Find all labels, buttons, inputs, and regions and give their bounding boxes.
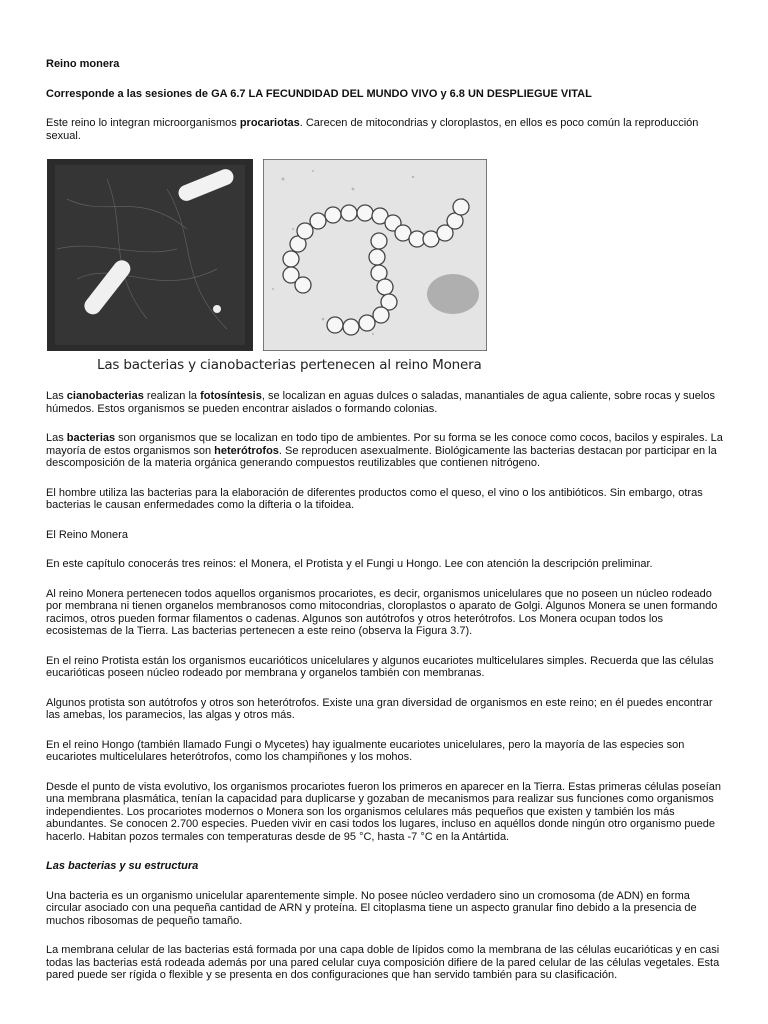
paragraph: Una bacteria es un organismo unicelular aparentemente simple. No posee núcleo verdadero sino un cromosoma (de ADN) en forma circular asociado con una pequeña cantidad de ARN y proteína. El citoplasma tiene un aspecto granular fino debido a la presencia de muchos ribosomas de pequeño tamaño. <box>46 889 697 927</box>
paragraph: En el reino Hongo (también llamado Fungi o Mycetes) hay igualmente eucariotes unicelulares, pero la mayoría de las especies son eucariotes multicelulares heterótrofos, como los champiñones y los mohos. <box>46 738 685 763</box>
paragraph: Algunos protista son autótrofos y otros son heterótrofos. Existe una gran diversidad de organismos en este reino; en él puedes encontrar las amebas, los paramecios, las algas y otros más. <box>46 696 713 721</box>
paragraph: La membrana celular de las bacterias está formada por una capa doble de lípidos como la membrana de las células eucarióticas y en casi todas las bacterias está rodeada además por una pared celular cuya composición difiere de la pared celular de las células vegetales. Esta pared puede ser rígida o flexible y se presenta en dos configuraciones que han servido también para su clasificación. <box>46 944 720 981</box>
section-heading: Las bacterias y su estructura <box>46 860 199 872</box>
paragraph: En el reino Protista están los organismos eucarióticos unicelulares y algunos eucariotes multicelulares simples. Recuerda que las células eucarióticas poseen núcleo rodeado por membrana y organelos también con membranas. <box>46 654 714 679</box>
paragraph: En este capítulo conocerás tres reinos: el Monera, el Protista y el Fungi u Hongo. Lee con atención la descripción preliminar. <box>46 558 653 570</box>
section-label-reino-monera: El Reino Monera <box>46 528 128 541</box>
figure-bacteria <box>46 159 726 373</box>
cyanobacteria-chain-photo <box>263 159 487 351</box>
paragraph-cianobacterias: Las cianobacterias realizan la fotosíntesis, se localizan en aguas dulces o saladas, manantiales de agua caliente, sobre rocas y suelos húmedos. Estos organismos se pueden encontrar aislados o formando colonias. <box>46 390 715 415</box>
document-page <box>46 58 726 982</box>
page-title: Reino monera <box>46 58 120 70</box>
figure-caption: Las bacterias y cianobacterias pertenecen al reino Monera <box>97 357 482 373</box>
page-subtitle: Corresponde a las sesiones de GA 6.7 LA FECUNDIDAD DEL MUNDO VIVO y 6.8 UN DESPLIEGUE VITAL <box>46 87 592 100</box>
paragraph: El hombre utiliza las bacterias para la elaboración de diferentes productos como el queso, el vino o los antibióticos. Sin embargo, otras bacterias le causan enfermedades como la difteria o la tifoidea. <box>46 486 703 511</box>
paragraph: Desde el punto de vista evolutivo, los organismos procariotes fueron los primeros en aparecer en la Tierra. Estas primeras células poseían una membrana plasmática, tenían la capacidad para duplicarse y gozaban de mecanismos para realizar sus funciones como organismos independientes. Los procariotes modernos o Monera son los organismos celulares más pequeños que existen y también los más abundantes. Se conocen 2.700 especies. Pueden vivir en casi todos los lugares, incluso en aquéllos donde ningún otro organismo puede hacerlo. Habitan pozos termales con temperaturas desde de 95 °C, hasta -7 °C en la Antártida. <box>46 780 722 843</box>
intro-paragraph: Este reino lo integran microorganismos procariotas. Carecen de mitocondrias y cloroplastos, en ellos es poco común la reproducción sexual. <box>46 117 699 142</box>
bacilli-photo <box>47 159 253 351</box>
paragraph: Al reino Monera pertenecen todos aquellos organismos procariotes, es decir, organismos unicelulares que no poseen un núcleo rodeado por membrana ni tienen organelos membranosos como mitocondrias, cloroplastos o aparato de Golgi. Algunos Monera se unen formando racimos, otros pueden formar filamentos o cadenas. Algunos son autótrofos y otros heterótrofos. Los Monera ocupan todos los ecosistemas de la Tierra. Las bacterias pertenecen a este reino (observa la Figura 3.7). <box>46 587 718 637</box>
paragraph-bacterias: Las bacterias son organismos que se localizan en todo tipo de ambientes. Por su forma se les conoce como cocos, bacilos y espirales. La mayoría de estos organismos son heterótrofos. Se reproducen asexualmente. Biológicamente las bacterias destacan por participar en la descomposición de la materia orgánica generando compuestos reutilizables que contienen nitrógeno. <box>46 432 723 469</box>
